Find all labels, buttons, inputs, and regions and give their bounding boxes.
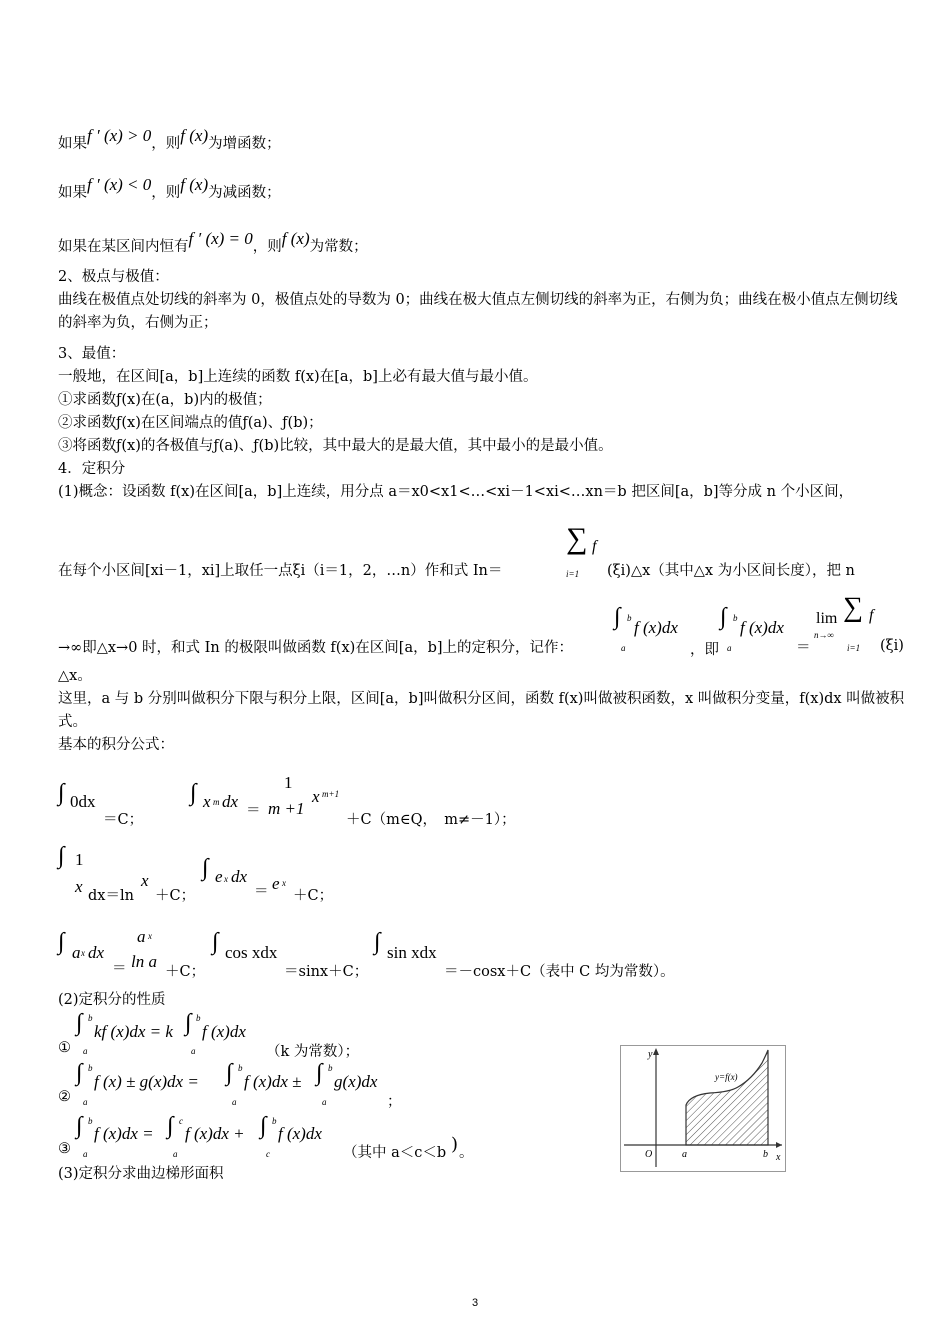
property-1-formula: kf (x)dx = k: [94, 1022, 173, 1041]
integral-sign: ∫: [614, 604, 621, 630]
origin-label: O: [645, 1149, 653, 1160]
formula-ax: a: [72, 943, 81, 962]
b-label: b: [763, 1149, 768, 1160]
property-3-formula: f (x)dx =: [94, 1124, 154, 1143]
formula-0dx: 0dx: [70, 792, 96, 811]
monotonic-line-1: 如果f ′ (x) > 0，则f (x)为增函数；: [58, 126, 281, 152]
maxmin-step-3: ③将函数ƒ(x)的各极值与ƒ(a)、ƒ(b)比较，其中最大的是最大值，其中最小的是最小值。: [58, 438, 613, 454]
extrema-text: 曲线在极值点处切线的斜率为 0，极值点处的导数为 0；曲线在极大值点左侧切线的斜率为正，右侧为负；曲线在极小值点左侧切线的斜率为负，右侧为正；: [58, 292, 898, 331]
monotonic-line-2: 如果f ′ (x) < 0，则f (x)为减函数；: [58, 175, 281, 201]
page-number: 3: [471, 1297, 479, 1309]
explain-section: [58, 665, 908, 757]
extrema-section: [58, 266, 908, 335]
derivative-zero: f ′ (x) = 0: [188, 229, 253, 248]
formula-cos: cos xdx: [225, 943, 278, 962]
maxmin-text: 一般地，在区间[a，b]上连续的函数 f(x)在[a，b]上必有最大值与最小值。: [58, 369, 538, 385]
x-axis-label: x: [776, 1152, 781, 1163]
properties-heading: (2)定积分的性质: [58, 992, 166, 1008]
derivative-positive: f ′ (x) > 0: [87, 126, 152, 145]
maxmin-step-1: ①求函数ƒ(x)在(a，b)内的极值；: [58, 392, 272, 408]
concept-line-4: △x。: [58, 668, 92, 684]
integral-heading: 4．定积分: [58, 461, 126, 477]
area-heading: (3)定积分求曲边梯形面积: [58, 1166, 224, 1182]
curve-label: y=f(x): [715, 1072, 738, 1082]
monotonic-line-3: 如果在某区间内恒有f ′ (x) = 0，则f (x)为常数；: [58, 229, 368, 255]
formula-ex: e: [215, 867, 223, 886]
area-figure: [620, 1045, 786, 1172]
explain-text: 这里，a 与 b 分别叫做积分下限与积分上限，区间[a，b]叫做积分区间，函数 f(x)叫做被积函数，x 叫做积分变量，f(x)dx 叫做被积式。: [58, 691, 905, 730]
property-2-formula: f (x) ± g(x)dx =: [94, 1072, 199, 1091]
maxmin-section: [58, 343, 908, 504]
maxmin-step-2: ②求函数ƒ(x)在区间端点的值ƒ(a)、ƒ(b)；: [58, 415, 323, 431]
derivative-negative: f ′ (x) < 0: [87, 175, 152, 194]
concept-line-2: 在每个小区间[xi－1，xi]上取任一点ξi（i＝1，2，…n）作和式 In＝: [58, 563, 503, 579]
formula-xm: x: [203, 792, 211, 811]
sum-symbol: ∑: [566, 522, 588, 555]
a-label: a: [682, 1149, 687, 1160]
formulas-heading: 基本的积分公式：: [58, 737, 174, 753]
formula-sin: sin xdx: [387, 943, 437, 962]
formula-1x: 1: [75, 850, 84, 869]
concept-line-3: →∞即△x→0 时，和式 In 的极限叫做函数 f(x)在区间[a，b]上的定积分，记作：: [58, 640, 574, 656]
concept-line-1: (1)概念：设函数 f(x)在区间[a，b]上连续，用分点 a＝x0<x1<…<xi－1<xi<…xn＝b 把区间[a，b]等分成 n 个小区间，: [58, 484, 854, 500]
extrema-heading: 2、极点与极值：: [58, 269, 169, 285]
y-axis-label: y: [648, 1049, 653, 1060]
maxmin-heading: 3、最值：: [58, 346, 126, 362]
lim-text: lim: [816, 610, 838, 627]
area-figure-svg: [620, 1045, 786, 1172]
